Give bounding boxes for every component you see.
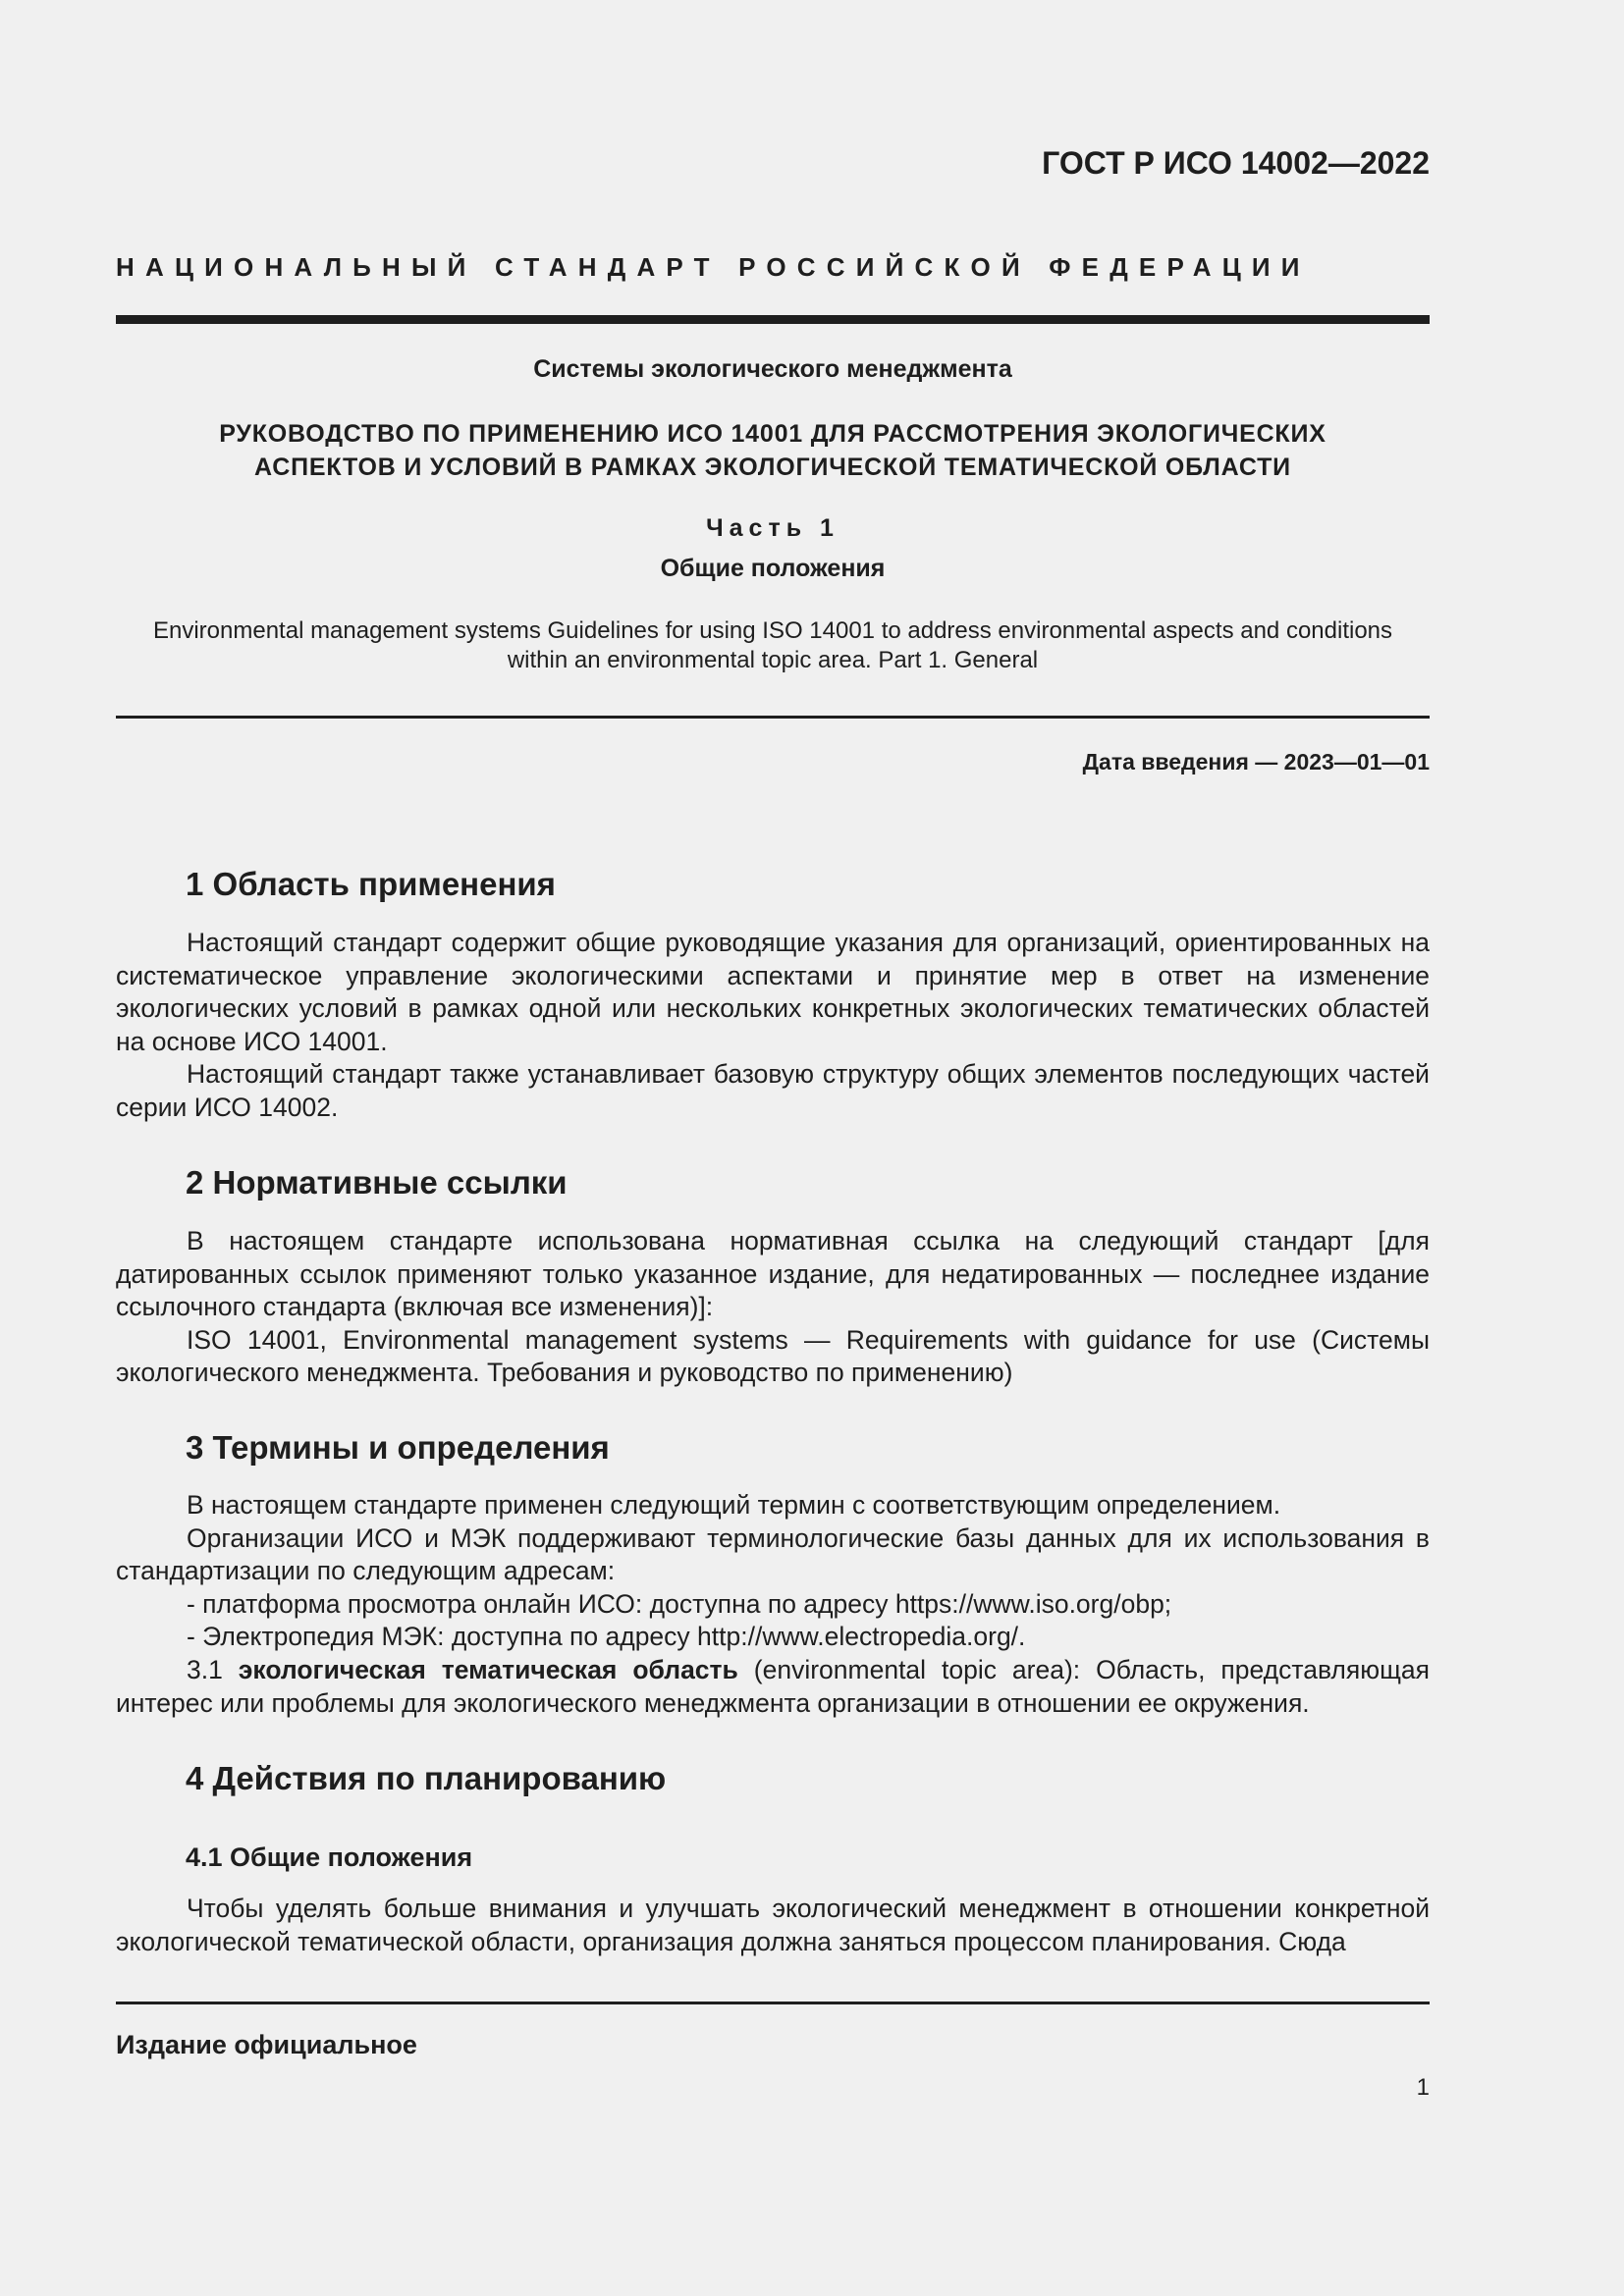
paragraph: В настоящем стандарте использована нормативная ссылка на следующий стандарт [для датированных ссылок применяют только указанное издание, для недатированных — последнее издание ссылочного стандарта (включая все изменения)]: bbox=[116, 1226, 1430, 1322]
section-body bbox=[116, 1489, 1430, 1720]
gost-number: ГОСТ Р ИСО 14002—2022 bbox=[1042, 145, 1430, 181]
subsection-heading: 4.1 Общие положения bbox=[186, 1842, 473, 1872]
part-title: Общие положения bbox=[660, 555, 886, 582]
main-title-line: РУКОВОДСТВО ПО ПРИМЕНЕНИЮ ИСО 14001 ДЛЯ РАССМОТРЕНИЯ ЭКОЛОГИЧЕСКИХ bbox=[219, 420, 1326, 448]
english-title-line: within an environmental topic area. Part 1. General bbox=[507, 647, 1039, 673]
header-divider bbox=[116, 315, 1430, 324]
title-divider bbox=[116, 716, 1430, 719]
paragraph: Настоящий стандарт также устанавливает базовую структуру общих элементов последующих частей серии ИСО 14002. bbox=[116, 1059, 1430, 1122]
term: экологическая тематическая область bbox=[238, 1654, 738, 1684]
english-title bbox=[116, 616, 1430, 675]
paragraph: В настоящем стандарте применен следующий термин с соответствующим определением. bbox=[187, 1490, 1281, 1520]
section-heading: 2 Нормативные ссылки bbox=[186, 1164, 568, 1201]
main-title-line: АСПЕКТОВ И УСЛОВИЙ В РАМКАХ ЭКОЛОГИЧЕСКОЙ ТЕМАТИЧЕСКОЙ ОБЛАСТИ bbox=[254, 454, 1291, 481]
footer-divider bbox=[116, 2002, 1430, 2004]
term-definition-text: (environmental topic area): Область, представляющая интерес или проблемы для экологического менеджмента организации в отношении ее окружения. bbox=[116, 1654, 1430, 1718]
national-standard-header: НАЦИОНАЛЬНЫЙ СТАНДАРТ РОССИЙСКОЙ ФЕДЕРАЦИИ bbox=[116, 252, 1311, 282]
part-label: Часть 1 bbox=[706, 514, 839, 542]
english-title-line: Environmental management systems Guidelines for using ISO 14001 to address environmental aspects and conditions bbox=[152, 617, 1393, 644]
term-number: 3.1 bbox=[187, 1654, 223, 1684]
page-number: 1 bbox=[1416, 2074, 1430, 2101]
introduction-date: Дата введения — 2023—01—01 bbox=[1082, 749, 1430, 774]
paragraph: ISO 14001, Environmental management systems — Requirements with guidance for use (Системы экологического менеджмента. Требования и руководство по применению) bbox=[116, 1324, 1430, 1388]
section-body bbox=[116, 1893, 1430, 1958]
section-heading: 4 Действия по планированию bbox=[186, 1760, 667, 1796]
list-item: - платформа просмотра онлайн ИСО: доступна по адресу https://www.iso.org/obp; bbox=[187, 1588, 1172, 1619]
list-item: - Электропедия МЭК: доступна по адресу http://www.electropedia.org/. bbox=[187, 1622, 1026, 1652]
section-heading: 3 Термины и определения bbox=[186, 1429, 610, 1466]
main-title bbox=[116, 417, 1430, 484]
paragraph: Настоящий стандарт содержит общие руководящие указания для организаций, ориентированных на систематическое управление экологическими аспектами и принятие мер в ответ на изменение экологических условий в рамках одной или нескольких конкретных экологических тематических областей на основе ИСО 14001. bbox=[116, 928, 1430, 1056]
paragraph: Чтобы уделять больше внимания и улучшать экологический менеджмент в отношении конкретной экологической тематической области, организация должна заняться процессом планирования. Сюда bbox=[116, 1894, 1430, 1956]
term-definition bbox=[116, 1654, 1430, 1720]
series-title: Системы экологического менеджмента bbox=[533, 355, 1012, 383]
paragraph: Организации ИСО и МЭК поддерживают терминологические базы данных для их использования в стандартизации по следующим адресам: bbox=[116, 1522, 1430, 1586]
official-edition-label: Издание официальное bbox=[116, 2030, 417, 2059]
section-body bbox=[116, 927, 1430, 1125]
section-heading: 1 Область применения bbox=[186, 866, 556, 902]
section-body bbox=[116, 1225, 1430, 1390]
